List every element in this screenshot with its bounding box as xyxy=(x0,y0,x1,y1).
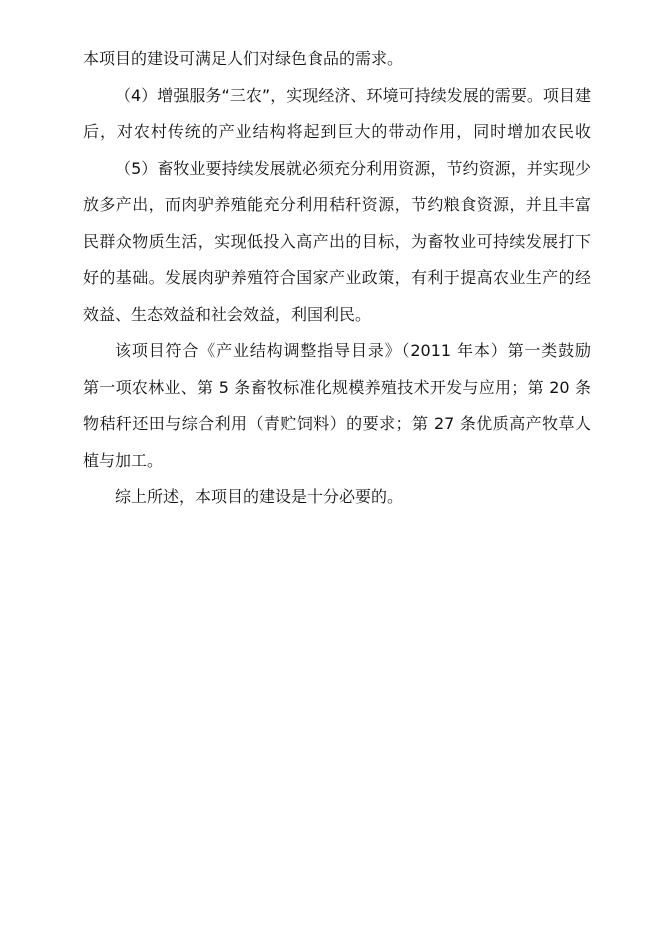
text-line: 植与加工。 xyxy=(83,450,164,470)
text-line: 民群众物质生活，实现低投入高产出的目标，为畜牧业可持续发展打下 xyxy=(83,231,591,251)
text-line: （4）增强服务“三农”，实现经济、环境可持续发展的需要。项目建 xyxy=(115,85,591,105)
text-line: 该项目符合《产业结构调整指导目录》（2011 年本）第一类鼓励 xyxy=(115,341,591,360)
document-body xyxy=(83,41,591,516)
text-line: 第一项农林业、第 5 条畜牧标准化规模养殖技术开发与应用；第 20 条 xyxy=(83,377,591,397)
text-line: 效益、生态效益和社会效益，利国利民。 xyxy=(83,304,372,324)
text-line: 放多产出，而肉驴养殖能充分利用秸秆资源，节约粮食资源，并且丰富 xyxy=(83,195,591,214)
text-line: 好的基础。发展肉驴养殖符合国家产业政策，有利于提高农业生产的经 xyxy=(83,268,591,287)
text-line: 后，对农村传统的产业结构将起到巨大的带动作用，同时增加农民收 xyxy=(83,122,591,141)
text-line: 综上所述，本项目的建设是十分必要的。 xyxy=(115,487,404,506)
text-line: 本项目的建设可满足人们对绿色食品的需求。 xyxy=(83,49,404,68)
text-line: （5）畜牧业要持续发展就必须充分利用资源，节约资源，并实现少 xyxy=(115,158,591,178)
text-line: 物秸秆还田与综合利用（青贮饲料）的要求；第 27 条优质高产牧草人 xyxy=(83,414,591,433)
